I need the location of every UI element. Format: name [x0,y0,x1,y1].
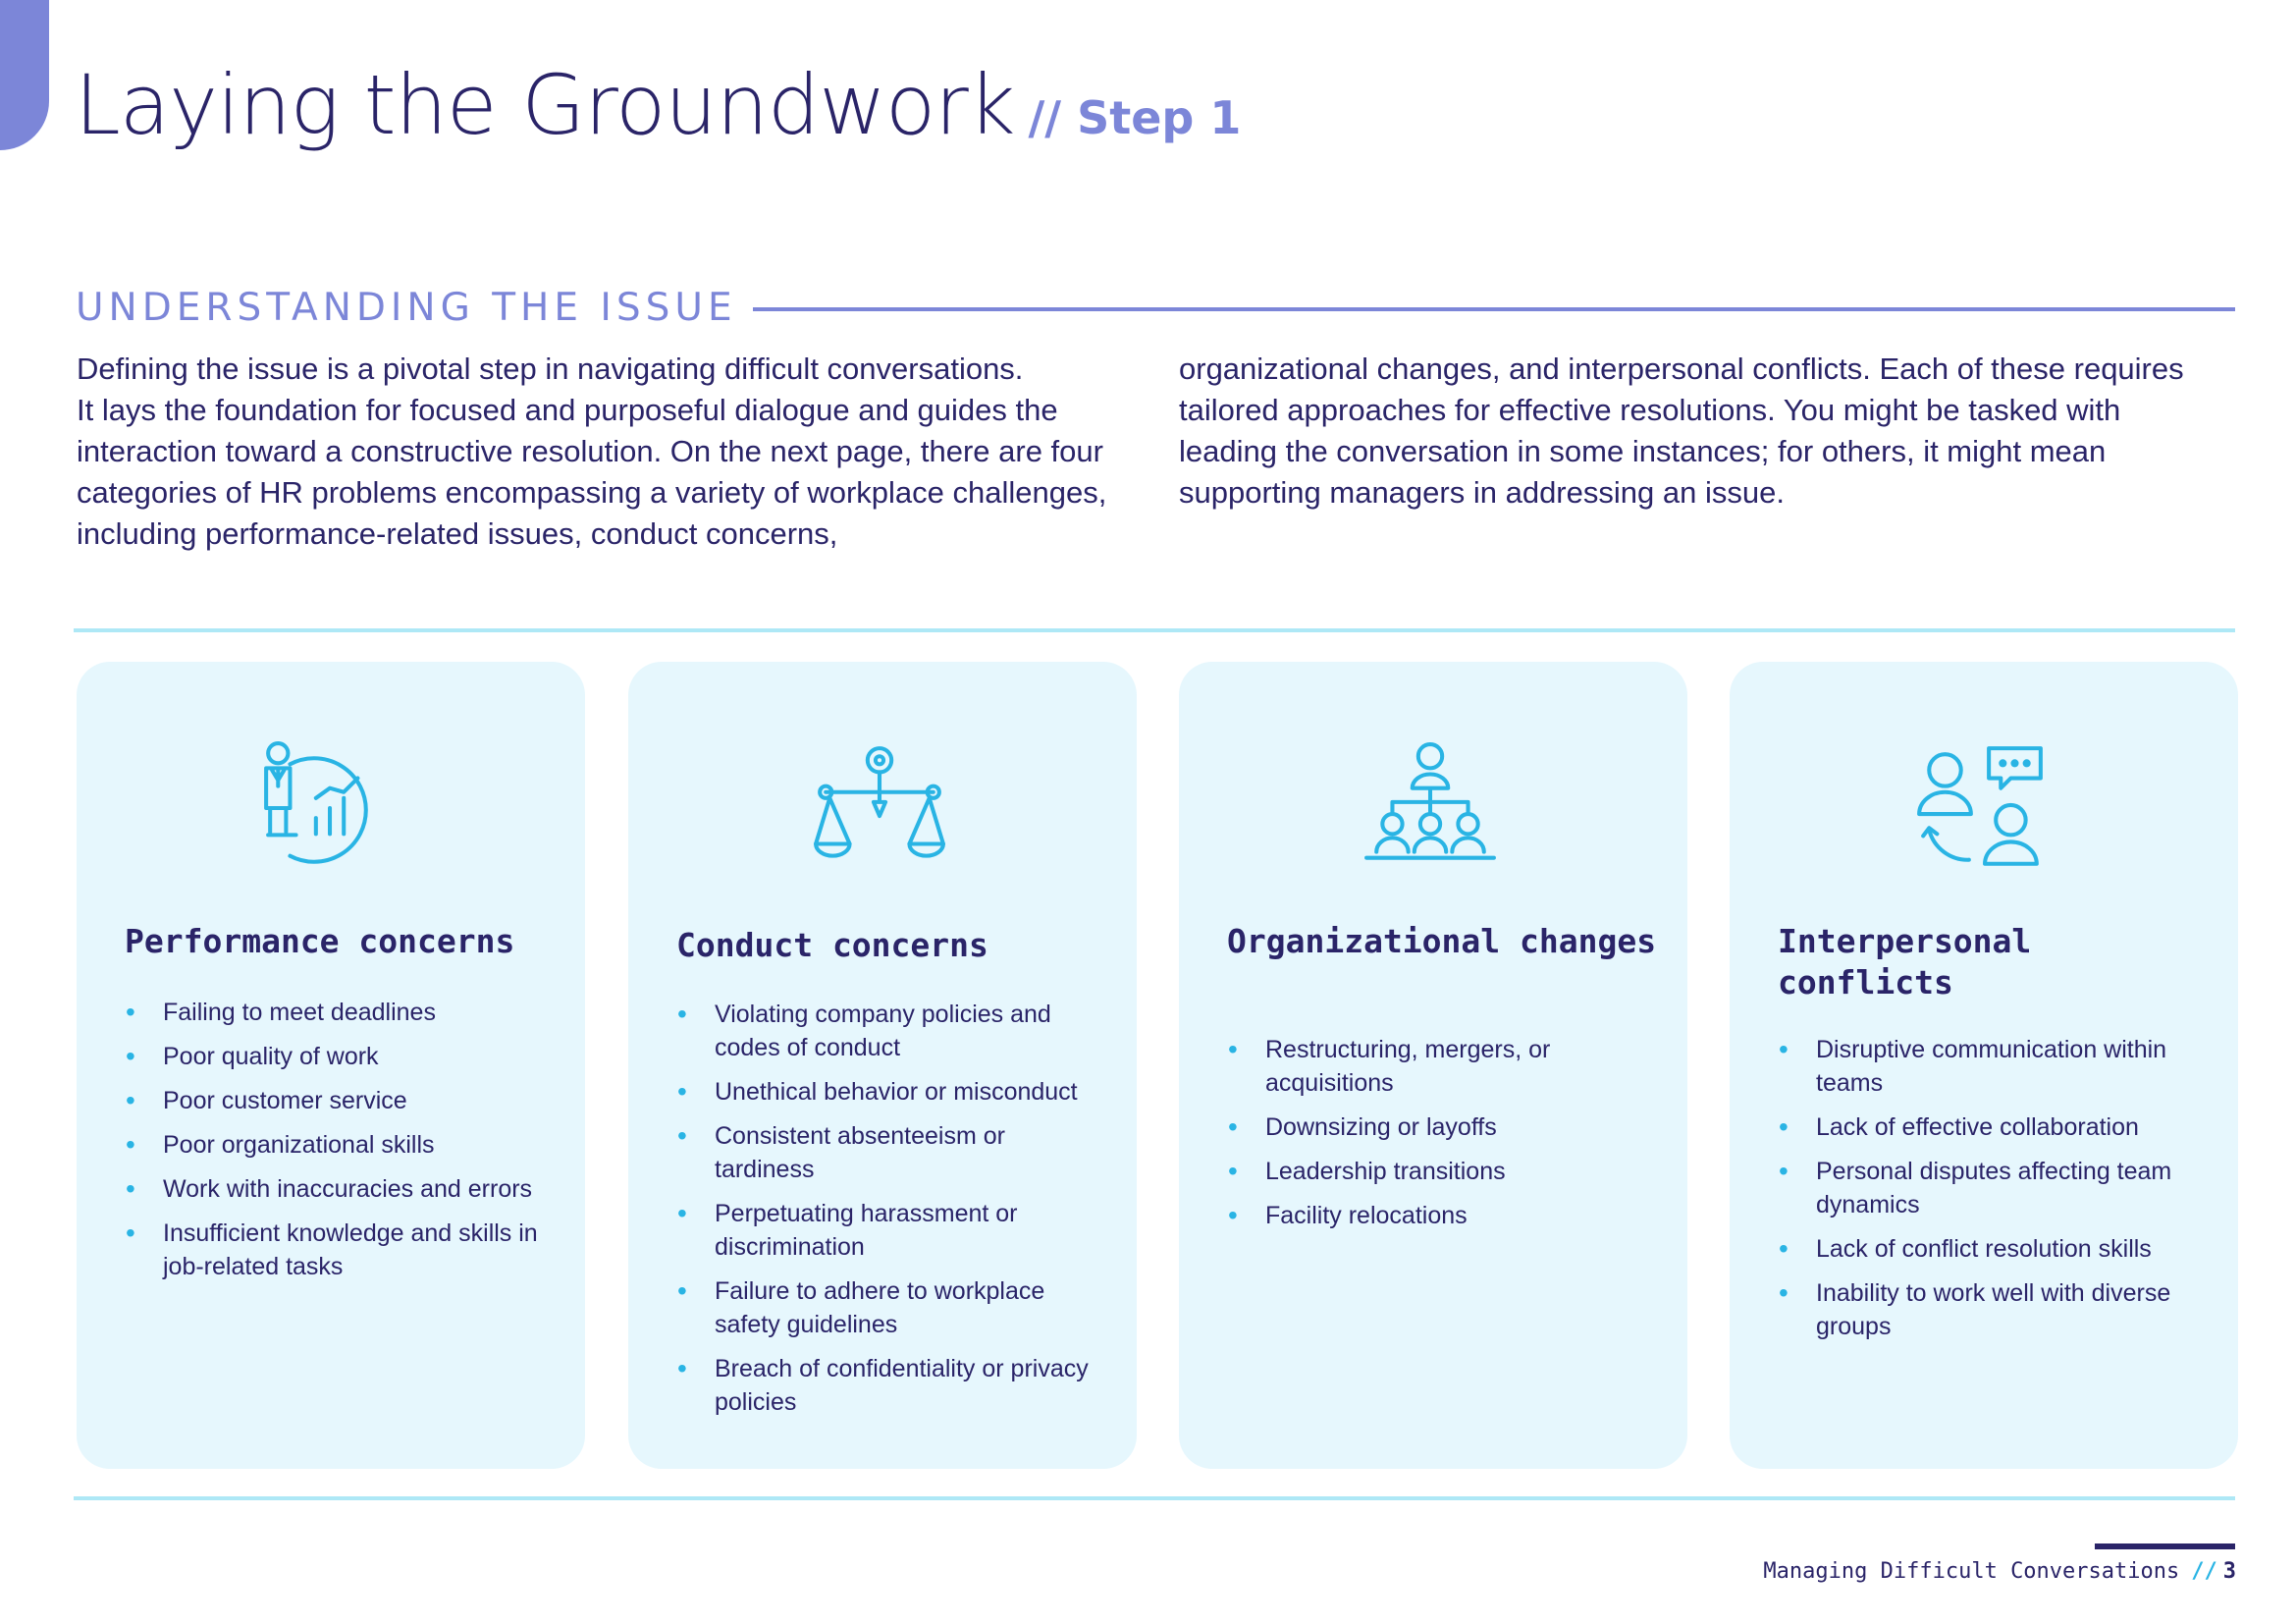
card-title: Organizational changes [1227,922,1657,960]
list-item-text: Breach of confidentiality or privacy policies [715,1355,1089,1416]
list-item-text: Leadership transitions [1265,1158,1506,1185]
intro-line: tailored approaches for effective resolutions. You might be tasked with [1179,393,2121,427]
bullet-icon: • [1228,1200,1238,1230]
list-item [677,1274,1109,1341]
bullet-icon: • [1779,1034,1789,1064]
section-heading [76,283,2235,332]
list-item [126,996,558,1029]
list-item [1779,1155,2211,1221]
corner-accent-tab [0,0,49,150]
intro-column-right [1179,349,2219,514]
card-title: Interpersonal conflicts [1778,922,2032,1001]
list-item [1228,1110,1660,1144]
bullet-icon: • [1779,1277,1789,1308]
page-number: 3 [2222,1559,2236,1584]
list-item-text: Poor quality of work [163,1043,379,1070]
bullet-icon: • [677,1275,687,1306]
bullet-icon: • [1228,1034,1238,1064]
section-heading-rule [753,307,2235,311]
performance-chart-icon [258,740,398,880]
list-item [126,1172,558,1206]
bullet-icon: • [126,1085,135,1115]
bullet-icon: • [677,1120,687,1151]
card-list [677,998,1109,1430]
list-item [126,1040,558,1073]
list-item [126,1084,558,1117]
list-item-text: Personal disputes affecting team dynamics [1816,1158,2172,1218]
list-item-text: Facility relocations [1265,1202,1468,1229]
bullet-icon: • [677,1198,687,1228]
list-item-text: Work with inaccuracies and errors [163,1175,533,1203]
bullet-icon: • [1779,1111,1789,1142]
list-item-text: Consistent absenteeism or tardiness [715,1122,1005,1183]
intro-column-left [77,349,1137,555]
list-item-text: Inability to work well with diverse groups [1816,1279,2171,1340]
card-performance-concerns [77,662,585,1469]
list-item-text: Downsizing or layoffs [1265,1113,1497,1141]
bullet-icon: • [1228,1111,1238,1142]
bullet-icon: • [126,1173,135,1204]
card-list [1779,1033,2211,1354]
scales-icon [810,740,949,880]
intro-line: interaction toward a constructive resolution. On the next page, there are four [77,434,1103,468]
list-item [126,1217,558,1283]
card-title: Performance concerns [125,922,515,960]
footer-separator: // [2191,1559,2217,1584]
list-item [1228,1199,1660,1232]
intro-line: organizational changes, and interpersonal conflicts. Each of these requires [1179,352,2184,386]
bullet-icon: • [126,1041,135,1071]
list-item-text: Disruptive communication within teams [1816,1036,2167,1097]
step-label: // Step 1 [1028,91,1242,144]
list-item [677,1197,1109,1264]
divider-top [74,628,2235,632]
bullet-icon: • [1779,1233,1789,1264]
intro-line: categories of HR problems encompassing a variety of workplace challenges, [77,475,1107,510]
bullet-icon: • [1779,1156,1789,1186]
divider-bottom [74,1496,2235,1500]
list-item [1779,1276,2211,1343]
intro-line: including performance-related issues, conduct concerns, [77,516,838,551]
bullet-icon: • [677,999,687,1029]
list-item-text: Unethical behavior or misconduct [715,1078,1078,1106]
bullet-icon: • [126,997,135,1027]
bullet-icon: • [677,1076,687,1107]
list-item [1228,1033,1660,1100]
card-list [126,996,558,1294]
list-item [677,1075,1109,1109]
list-item-text: Failing to meet deadlines [163,999,436,1026]
list-item-text: Poor customer service [163,1087,407,1114]
footer-doc-title: Managing Difficult Conversations [1763,1559,2180,1584]
intro-line: supporting managers in addressing an issue. [1179,475,1785,510]
intro-line: It lays the foundation for focused and purposeful dialogue and guides the [77,393,1058,427]
list-item-text: Insufficient knowledge and skills in job-related tasks [163,1219,538,1280]
bullet-icon: • [677,1353,687,1383]
section-heading-label: UNDERSTANDING THE ISSUE [76,285,737,330]
card-interpersonal-conflicts [1730,662,2238,1469]
list-item-text: Poor organizational skills [163,1131,435,1159]
card-conduct-concerns [628,662,1137,1469]
card-list [1228,1033,1660,1243]
list-item [126,1128,558,1162]
list-item-text: Lack of effective collaboration [1816,1113,2139,1141]
list-item [1779,1232,2211,1266]
list-item-text: Lack of conflict resolution skills [1816,1235,2152,1263]
list-item [1779,1033,2211,1100]
card-title: Conduct concerns [676,926,988,964]
conversation-people-icon [1911,740,2051,880]
intro-line: leading the conversation in some instances; for others, it might mean [1179,434,2107,468]
list-item-text: Failure to adhere to workplace safety guidelines [715,1277,1045,1338]
list-item-text: Perpetuating harassment or discrimination [715,1200,1018,1261]
footer-accent-bar [2095,1543,2235,1549]
page-footer [1763,1559,2236,1584]
list-item [677,1119,1109,1186]
bullet-icon: • [1228,1156,1238,1186]
list-item [1779,1110,2211,1144]
list-item-text: Restructuring, mergers, or acquisitions [1265,1036,1551,1097]
bullet-icon: • [126,1129,135,1160]
intro-line: Defining the issue is a pivotal step in navigating difficult conversations. [77,352,1024,386]
list-item [677,998,1109,1064]
org-chart-icon [1361,740,1500,880]
list-item [1228,1155,1660,1188]
list-item [677,1352,1109,1419]
list-item-text: Violating company policies and codes of conduct [715,1001,1051,1061]
page-title-text: Laying the Groundwork [75,57,1015,153]
card-organizational-changes [1179,662,1687,1469]
page-title [75,57,1241,153]
bullet-icon: • [126,1218,135,1248]
